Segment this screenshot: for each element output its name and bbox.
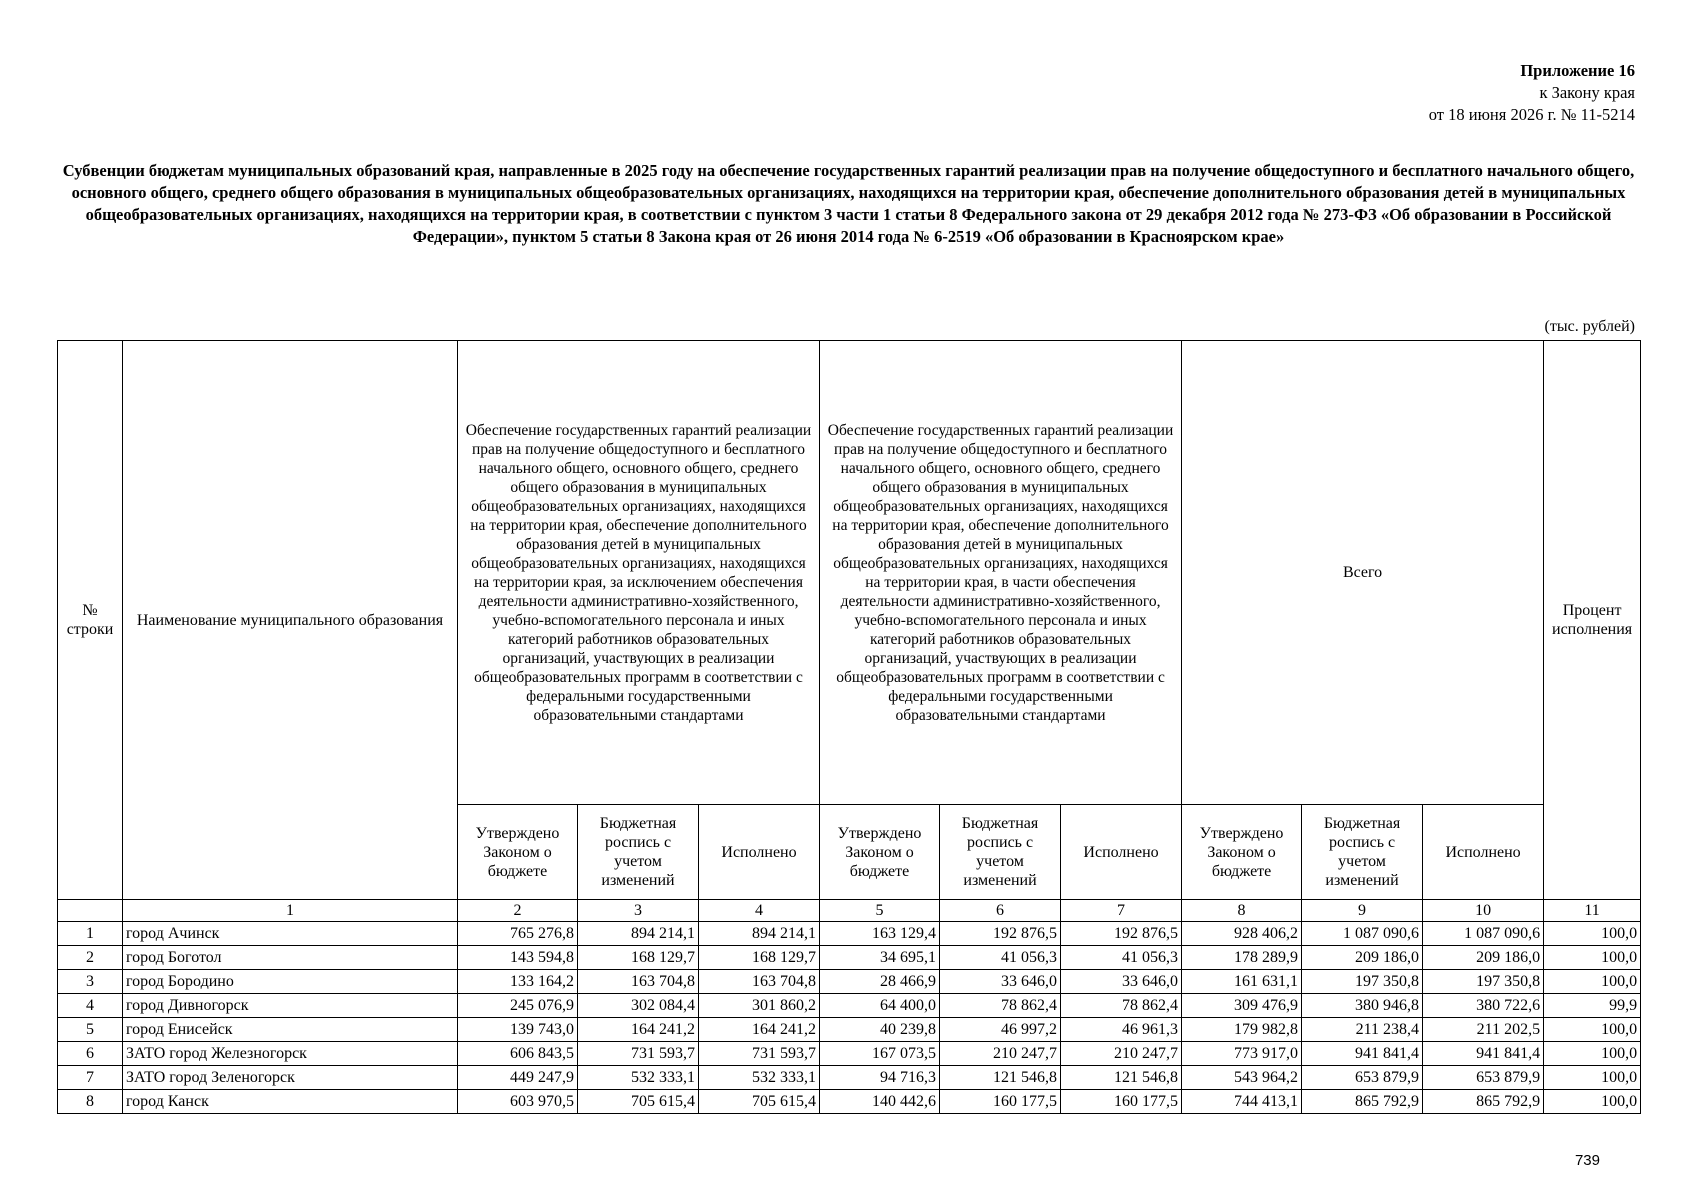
table-row [58,1090,1641,1114]
cell-executed: 209 186,0 [1423,946,1544,970]
appendix-law-ref: к Закону края [1539,83,1635,102]
cell-approved: 765 276,8 [458,922,578,946]
cell-percent: 100,0 [1544,1042,1641,1066]
cell-budget-list: 211 238,4 [1302,1018,1423,1042]
table-row [58,1018,1641,1042]
cell-approved: 309 476,9 [1182,994,1302,1018]
cell-executed: 301 860,2 [699,994,820,1018]
cell-budget-list: 168 129,7 [578,946,699,970]
cell-municipality-name: город Дивногорск [123,994,458,1018]
cell-approved: 133 164,2 [458,970,578,994]
header-group-total: Всего [1182,341,1544,805]
cell-row-number: 8 [58,1090,123,1114]
table-row [58,922,1641,946]
page-number: 739 [1574,1152,1600,1169]
cell-percent: 100,0 [1544,1018,1641,1042]
cell-approved: 744 413,1 [1182,1090,1302,1114]
cell-executed: 865 792,9 [1423,1090,1544,1114]
column-index: 4 [699,900,820,922]
column-index: 2 [458,900,578,922]
cell-budget-list: 121 546,8 [940,1066,1061,1090]
cell-budget-list: 160 177,5 [940,1090,1061,1114]
column-index: 1 [123,900,458,922]
cell-budget-list: 731 593,7 [578,1042,699,1066]
cell-executed: 653 879,9 [1423,1066,1544,1090]
header-approved: Утверждено Законом о бюджете [820,805,940,900]
cell-budget-list: 164 241,2 [578,1018,699,1042]
cell-row-number: 2 [58,946,123,970]
cell-executed: 78 862,4 [1061,994,1182,1018]
cell-budget-list: 532 333,1 [578,1066,699,1090]
cell-approved: 543 964,2 [1182,1066,1302,1090]
cell-approved: 179 982,8 [1182,1018,1302,1042]
cell-budget-list: 894 214,1 [578,922,699,946]
cell-executed: 163 704,8 [699,970,820,994]
cell-approved: 143 594,8 [458,946,578,970]
cell-executed: 160 177,5 [1061,1090,1182,1114]
cell-executed: 46 961,3 [1061,1018,1182,1042]
cell-budget-list: 78 862,4 [940,994,1061,1018]
cell-budget-list: 705 615,4 [578,1090,699,1114]
column-index: 10 [1423,900,1544,922]
cell-executed: 121 546,8 [1061,1066,1182,1090]
cell-budget-list: 302 084,4 [578,994,699,1018]
cell-municipality-name: город Енисейск [123,1018,458,1042]
appendix-date: от 18 июня 2026 г. № 11-5214 [1428,105,1635,124]
cell-approved: 167 073,5 [820,1042,940,1066]
cell-budget-list: 380 946,8 [1302,994,1423,1018]
header-group-excluding-support-staff: Обеспечение государственных гарантий реализации прав на получение общедоступного и бесплатного начального общего, основного общего, среднего общего образования в муниципальных общеобразовательных организациях, находящихся на территории края, обеспечение дополнительного образования детей в муниципальных общеобразовательных организациях, находящихся на территории края, за исключением обеспечения деятельности административно-хозяйственного, учебно-вспомогательного персонала и иных категорий работников образовательных организаций, участвующих в реализации общеобразовательных программ в соответствии с федеральными государственными образовательными стандартами [458,341,820,805]
cell-approved: 928 406,2 [1182,922,1302,946]
cell-row-number: 5 [58,1018,123,1042]
cell-municipality-name: город Канск [123,1090,458,1114]
header-budget-list: Бюджетная роспись с учетом изменений [578,805,699,900]
cell-executed: 532 333,1 [699,1066,820,1090]
cell-approved: 139 743,0 [458,1018,578,1042]
cell-row-number: 4 [58,994,123,1018]
column-index: 11 [1544,900,1641,922]
cell-approved: 245 076,9 [458,994,578,1018]
table-row [58,994,1641,1018]
cell-approved: 449 247,9 [458,1066,578,1090]
document-title: Субвенции бюджетам муниципальных образований края, направленные в 2025 году на обеспечение государственных гарантий реализации прав на получение общедоступного и бесплатного начального общего, основного общего, среднего общего образования в муниципальных общеобразовательных организациях, находящихся на территории края, обеспечение дополнительного образования детей в муниципальных общеобразовательных организациях, находящихся на территории края, в соответствии с пунктом 3 части 1 статьи 8 Федерального закона от 29 декабря 2012 года № 273-ФЗ «Об образовании в Российской Федерации», пунктом 5 статьи 8 Закона края от 26 июня 2014 года № 6-2519 «Об образовании в Красноярском крае» [62,161,1635,246]
subventions-table [57,340,1641,1114]
cell-executed: 941 841,4 [1423,1042,1544,1066]
cell-budget-list: 33 646,0 [940,970,1061,994]
cell-executed: 380 722,6 [1423,994,1544,1018]
column-index: 7 [1061,900,1182,922]
cell-budget-list: 210 247,7 [940,1042,1061,1066]
cell-budget-list: 865 792,9 [1302,1090,1423,1114]
header-group-support-staff: Обеспечение государственных гарантий реализации прав на получение общедоступного и бесплатного начального общего, основного общего, среднего общего образования в муниципальных общеобразовательных организациях, находящихся на территории края, обеспечение дополнительного образования детей в муниципальных общеобразовательных организациях, находящихся на территории края, в части обеспечения деятельности административно-хозяйственного, учебно-вспомогательного персонала и иных категорий работников образовательных организаций, участвующих в реализации общеобразовательных программ в соответствии с федеральными государственными образовательными стандартами [820,341,1182,805]
column-index-row [58,900,1641,922]
cell-executed: 197 350,8 [1423,970,1544,994]
table-row [58,946,1641,970]
cell-budget-list: 197 350,8 [1302,970,1423,994]
cell-executed: 210 247,7 [1061,1042,1182,1066]
cell-executed: 211 202,5 [1423,1018,1544,1042]
header-budget-list: Бюджетная роспись с учетом изменений [940,805,1061,900]
table-row [58,970,1641,994]
table-row [58,1042,1641,1066]
cell-approved: 161 631,1 [1182,970,1302,994]
cell-executed: 192 876,5 [1061,922,1182,946]
cell-approved: 178 289,9 [1182,946,1302,970]
cell-executed: 731 593,7 [699,1042,820,1066]
cell-executed: 164 241,2 [699,1018,820,1042]
cell-approved: 28 466,9 [820,970,940,994]
cell-executed: 41 056,3 [1061,946,1182,970]
header-approved: Утверждено Законом о бюджете [1182,805,1302,900]
cell-executed: 894 214,1 [699,922,820,946]
cell-municipality-name: город Боготол [123,946,458,970]
appendix-header [1429,60,1635,126]
cell-percent: 100,0 [1544,1090,1641,1114]
cell-municipality-name: город Бородино [123,970,458,994]
cell-budget-list: 41 056,3 [940,946,1061,970]
cell-percent: 100,0 [1544,970,1641,994]
cell-row-number: 1 [58,922,123,946]
cell-budget-list: 1 087 090,6 [1302,922,1423,946]
cell-approved: 34 695,1 [820,946,940,970]
cell-approved: 163 129,4 [820,922,940,946]
header-budget-list: Бюджетная роспись с учетом изменений [1302,805,1423,900]
header-executed: Исполнено [1423,805,1544,900]
column-index: 8 [1182,900,1302,922]
cell-approved: 64 400,0 [820,994,940,1018]
cell-percent: 99,9 [1544,994,1641,1018]
header-approved: Утверждено Законом о бюджете [458,805,578,900]
cell-executed: 1 087 090,6 [1423,922,1544,946]
column-index: 6 [940,900,1061,922]
cell-approved: 606 843,5 [458,1042,578,1066]
header-row-number: № строки [58,341,123,900]
cell-approved: 94 716,3 [820,1066,940,1090]
cell-executed: 705 615,4 [699,1090,820,1114]
cell-municipality-name: ЗАТО город Зеленогорск [123,1066,458,1090]
cell-row-number: 7 [58,1066,123,1090]
cell-percent: 100,0 [1544,922,1641,946]
cell-budget-list: 46 997,2 [940,1018,1061,1042]
cell-approved: 40 239,8 [820,1018,940,1042]
cell-row-number: 3 [58,970,123,994]
cell-budget-list: 163 704,8 [578,970,699,994]
units-label: (тыс. рублей) [1544,318,1635,335]
cell-budget-list: 653 879,9 [1302,1066,1423,1090]
cell-approved: 603 970,5 [458,1090,578,1114]
cell-municipality-name: город Ачинск [123,922,458,946]
cell-approved: 773 917,0 [1182,1042,1302,1066]
cell-municipality-name: ЗАТО город Железногорск [123,1042,458,1066]
appendix-title: Приложение 16 [1520,61,1635,80]
table-body [58,900,1641,1114]
column-index: 3 [578,900,699,922]
cell-percent: 100,0 [1544,946,1641,970]
column-index [58,900,123,922]
cell-budget-list: 209 186,0 [1302,946,1423,970]
cell-approved: 140 442,6 [820,1090,940,1114]
column-index: 5 [820,900,940,922]
cell-percent: 100,0 [1544,1066,1641,1090]
table-row [58,1066,1641,1090]
header-executed: Исполнено [699,805,820,900]
cell-row-number: 6 [58,1042,123,1066]
header-percent: Процент исполнения [1544,341,1641,900]
cell-executed: 33 646,0 [1061,970,1182,994]
cell-executed: 168 129,7 [699,946,820,970]
header-executed: Исполнено [1061,805,1182,900]
cell-budget-list: 192 876,5 [940,922,1061,946]
column-index: 9 [1302,900,1423,922]
header-municipality-name: Наименование муниципального образования [123,341,458,900]
cell-budget-list: 941 841,4 [1302,1042,1423,1066]
